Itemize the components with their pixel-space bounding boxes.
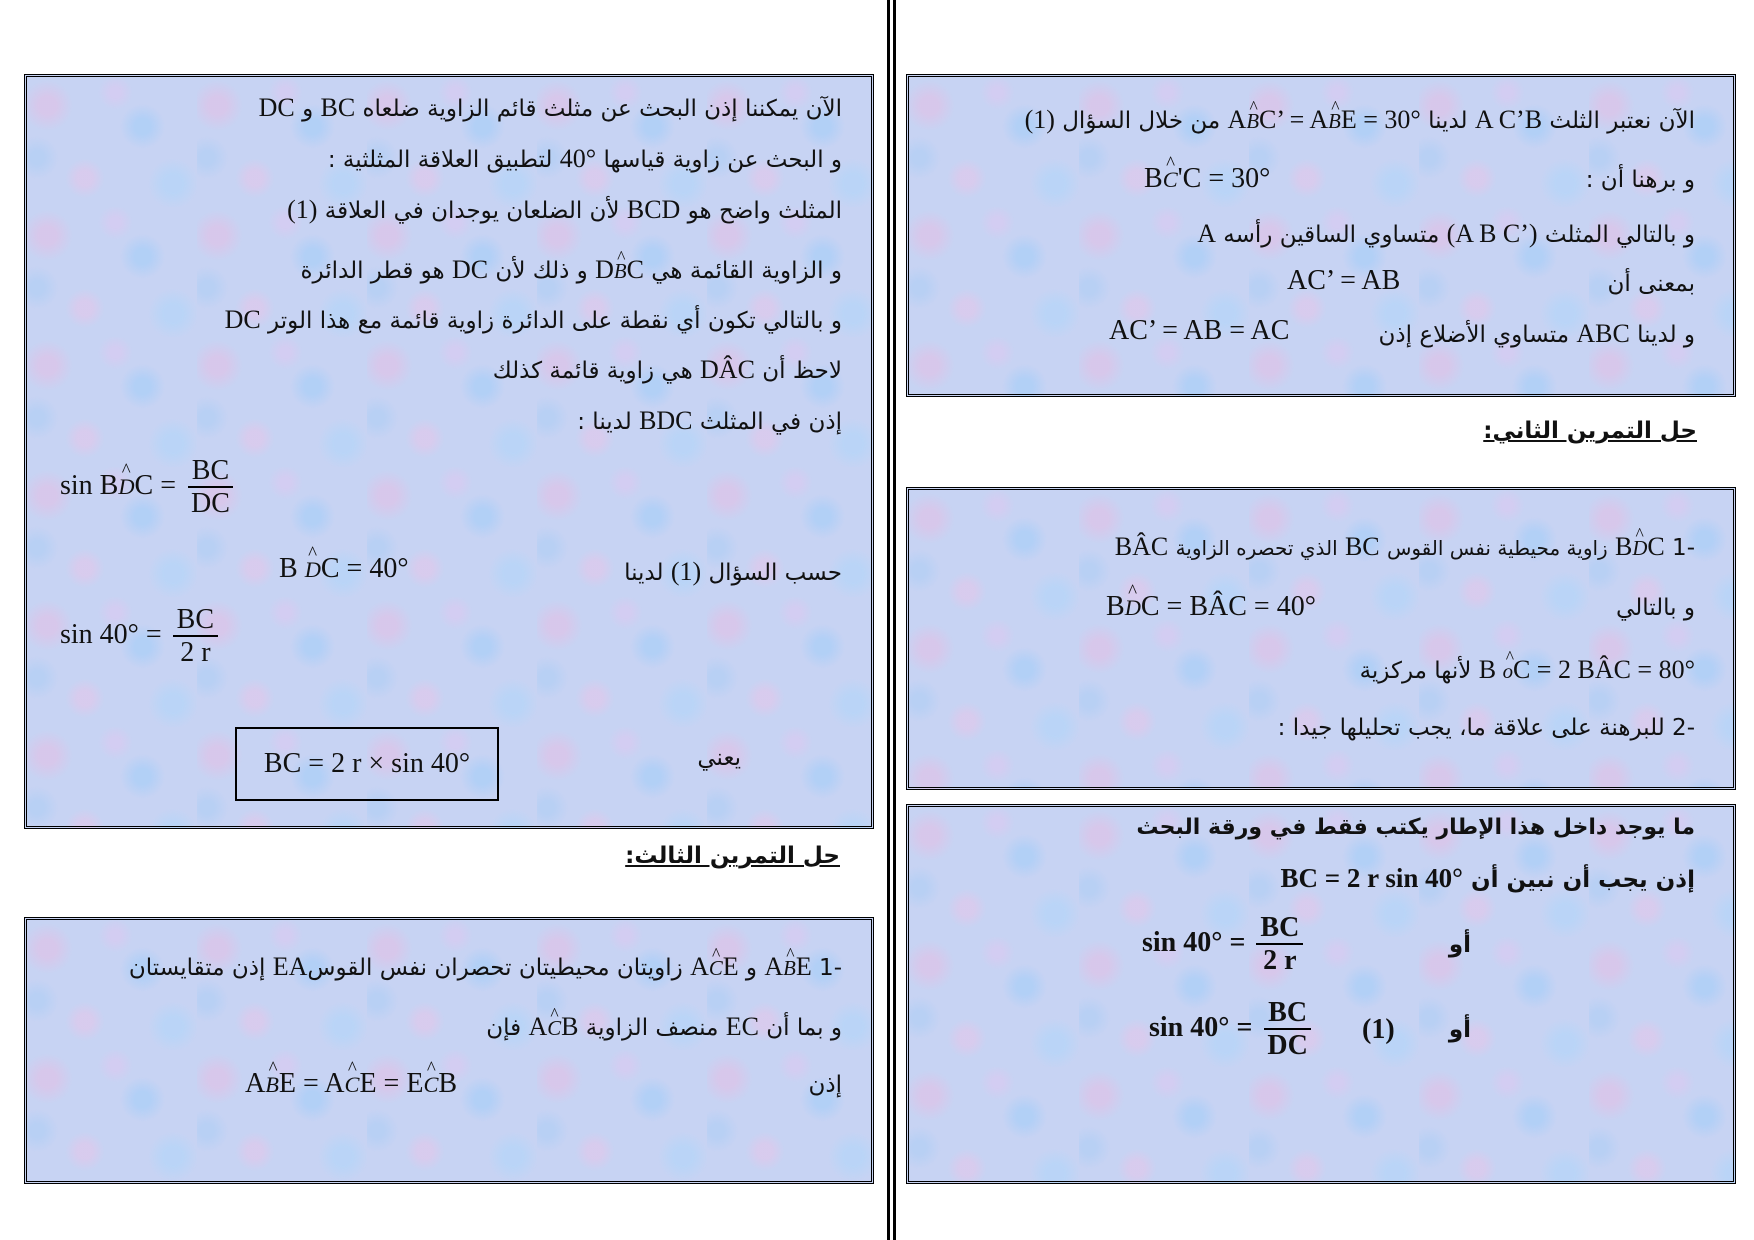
fraction-bc-2r-left: $\frac{BC}{2 r}$ [173, 604, 218, 669]
box1-line5-math: AC’ = AB = AC [1109, 315, 1290, 346]
box5-line2: و بما أن EC منصف الزاوية A^ CB فإن [486, 1012, 842, 1042]
box1-line2-math: B^ C'C = 30° [1144, 163, 1270, 195]
box3-or-1: أو [1448, 932, 1471, 958]
exercise3-solution-box [24, 917, 874, 1184]
box1-line4-math: AC’ = AB [1287, 265, 1401, 296]
sine-bdc-equation: sin B^ DC = $\frac{BC}{DC}$ [60, 455, 234, 520]
sine-40-equation: sin 40° = $\frac{BC}{2 r}$ [60, 604, 218, 669]
angle-equation-1: A^ BC’ = A^ BE = 30° [1228, 105, 1421, 134]
box3-sin-eq-1: sin 40° = $\frac{BC}{2 r}$ [1142, 912, 1303, 977]
box4-line8-math: B ^ DC = 40° [279, 553, 409, 585]
box4-line5: و بالتالي تكون أي نقطة على الدائرة زاوية قائمة مع هذا الوتر DC [224, 305, 842, 334]
column-divider-right-line [893, 0, 896, 1240]
box4-line8-text: حسب السؤال (1) لدينا [624, 557, 842, 586]
box1-line5: و لدينا ABC متساوي الأضلاع إذن [1378, 319, 1695, 348]
fraction-bc-dc-left: $\frac{BC}{DC}$ [187, 455, 234, 520]
box2-line2-math: B^ DC = BÂC = 40° [1106, 591, 1316, 623]
box2-line2-text: و بالتالي [1616, 595, 1695, 621]
box5-line3-math: A^ BE = A^ CE = E^ CB [245, 1068, 457, 1100]
box3-line2: إذن يجب أن نبين أن BC = 2 r sin 40° [1280, 863, 1695, 893]
research-note-title: ما يوجد داخل هذا الإطار يكتب فقط في ورقة البحث [1136, 815, 1695, 840]
box1-line2-text: و برهنا أن : [1585, 167, 1695, 193]
box5-line1: -1 A^ BE و A^ CE زاويتان محيطيتان تحصران نفس القوسEA إذن متقايستان [129, 952, 842, 982]
right-triangle-analysis-box [24, 74, 874, 829]
box2-line1: -1 B^ DC زاوية محيطية نفس القوس BC الذي تحصره الزاوية BÂC [1115, 532, 1695, 562]
box4-line7: إذن في المثلث BDC لدينا : [577, 406, 842, 435]
research-note-box [906, 804, 1736, 1184]
exercise2-solution-box [906, 487, 1736, 790]
box2-line3: B ^ oC = 2 BÂC = 80° لأنها مركزية [1360, 655, 1695, 685]
box1-line3: و بالتالي المثلث (A B C’) متساوي الساقين رأسه A [1197, 219, 1695, 248]
box1-line4-text: بمعنى أن [1607, 271, 1695, 297]
box4-line4: و الزاوية القائمة هي D^ BC و ذلك لأن DC هو قطر الدائرة [300, 255, 842, 285]
box3-or-2: أو [1448, 1017, 1471, 1043]
fraction-bc-dc: $\frac{BC}{DC}$ [1263, 997, 1311, 1062]
triangle-acb: A C’B [1474, 105, 1543, 134]
box4-line9-text: يعني [697, 745, 741, 771]
box4-line2: و البحث عن زاوية قياسها 40° لتطبيق العلاقة المثلثية : [327, 144, 842, 173]
box3-sin-eq-2: sin 40° = $\frac{BC}{DC}$ [1149, 997, 1312, 1062]
box3-eq-number: (1) [1362, 1014, 1395, 1045]
exercise3-heading: حل التمرين الثالث: [625, 843, 840, 869]
box1-line1: الآن نعتبر الثلث A C’B لدينا A^ BC’ = A^ BE = 30° من خلال السؤال (1) [1025, 105, 1695, 135]
fraction-bc-2r: $\frac{BC}{2 r}$ [1256, 912, 1303, 977]
final-result-box: BC = 2 r × sin 40° [235, 727, 499, 801]
box4-line6: لاحظ أن DÂC هي زاوية قائمة كذلك [492, 355, 842, 384]
box2-line4: -2 للبرهنة على علاقة ما، يجب تحليلها جيدا : [1277, 715, 1695, 741]
exercise1-conclusion-box [906, 74, 1736, 397]
box4-line1: الآن يمكننا إذن البحث عن مثلث قائم الزاوية ضلعاه BC و DC [258, 93, 842, 122]
column-divider-left-line [887, 0, 890, 1240]
box5-line3-text: إذن [808, 1072, 842, 1098]
exercise2-heading: حل التمرين الثاني: [1483, 418, 1697, 444]
box4-line3: المثلث واضح هو BCD لأن الضلعان يوجدان في العلاقة (1) [287, 195, 842, 224]
